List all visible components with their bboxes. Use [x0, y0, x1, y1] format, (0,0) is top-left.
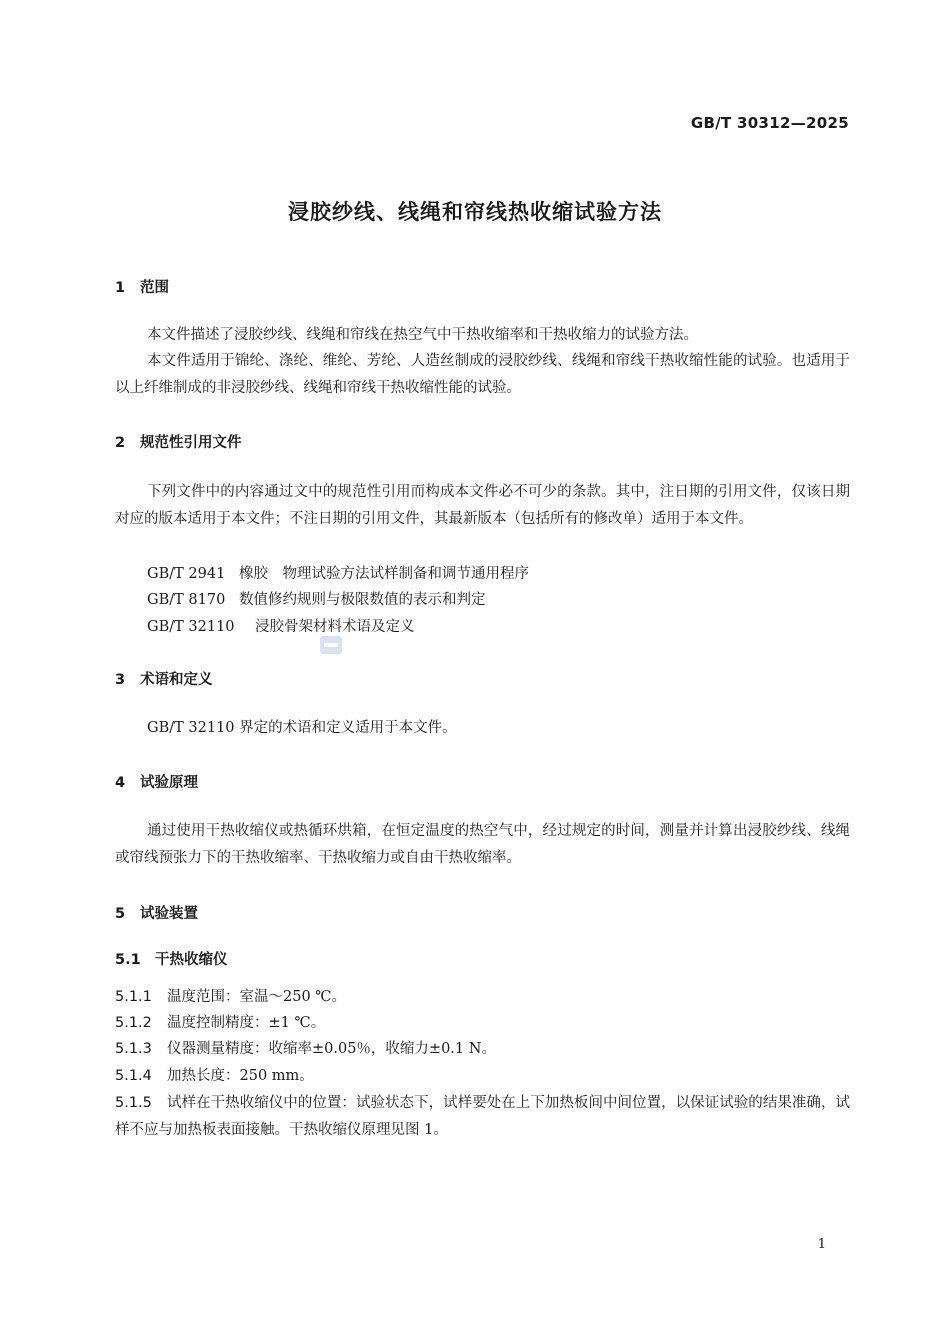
- section-4-paragraph-1: 通过使用干热收缩仪或热循环烘箱，在恒定温度的热空气中，经过规定的时间，测量并计算出浸胶纱线、线绳或帘线预张力下的干热收缩率、干热收缩力或自由干热收缩率。: [115, 823, 850, 866]
- clause: [115, 1090, 850, 1143]
- section-4-heading: [115, 771, 198, 792]
- clause: [115, 984, 850, 1011]
- subsection-number: 5.1: [115, 952, 141, 968]
- clause-text: 温度控制精度：±1 ℃。: [167, 1015, 326, 1031]
- clause: [115, 1036, 850, 1063]
- subsection-5-1-heading: [115, 948, 228, 969]
- watermark-logo: [320, 636, 342, 654]
- reference-code: GB/T 32110: [147, 619, 235, 635]
- clause-number: 5.1.1: [115, 989, 152, 1005]
- clause-text: 仪器测量精度：收缩率±0.05％，收缩力±0.1 N。: [167, 1041, 496, 1057]
- clause-text: 加热长度：250 mm。: [167, 1068, 314, 1084]
- reference-title: 橡胶 物理试验方法试样制备和调节通用程序: [239, 566, 529, 582]
- section-5-heading: [115, 902, 198, 923]
- clause-number: 5.1.5: [115, 1095, 152, 1111]
- section-1-paragraph-1: 本文件描述了浸胶纱线、线绳和帘线在热空气中干热收缩率和干热收缩力的试验方法。: [147, 327, 698, 343]
- section-number: 2: [115, 435, 126, 451]
- document-title: 浸胶纱线、线绳和帘线热收缩试验方法: [288, 200, 662, 224]
- standard-code: GB/T 30312—2025: [690, 114, 849, 132]
- clause-text: 温度范围：室温～250 ℃。: [167, 989, 347, 1005]
- section-title: 规范性引用文件: [140, 435, 242, 451]
- section-2-heading: [115, 431, 242, 452]
- section-3-paragraph-1: GB/T 32110 界定的术语和定义适用于本文件。: [147, 720, 457, 736]
- section-title: 术语和定义: [140, 672, 213, 688]
- reference-title: 浸胶骨架材料术语及定义: [255, 619, 415, 635]
- section-1-heading: [115, 276, 169, 297]
- section-number: 4: [115, 775, 126, 791]
- section-title: 试验原理: [140, 775, 198, 791]
- page-number: 1: [817, 1237, 826, 1252]
- section-3-heading: [115, 668, 213, 689]
- clause-number: 5.1.2: [115, 1015, 152, 1031]
- reference-item: [147, 562, 529, 583]
- reference-title: 数值修约规则与极限数值的表示和判定: [239, 592, 486, 608]
- reference-code: GB/T 8170: [147, 592, 226, 608]
- clause-number: 5.1.4: [115, 1068, 152, 1084]
- clause-number: 5.1.3: [115, 1041, 152, 1057]
- subsection-title: 干热收缩仪: [155, 952, 228, 968]
- reference-item: [147, 588, 486, 609]
- section-number: 3: [115, 672, 126, 688]
- clause-text: 试样在干热收缩仪中的位置：试验状态下，试样要处在上下加热板间中间位置，以保证试验的结果准确，试样不应与加热板表面接触。干热收缩仪原理见图 1。: [115, 1095, 850, 1138]
- reference-item: [147, 615, 415, 636]
- clause: [115, 1063, 850, 1090]
- section-title: 试验装置: [140, 906, 198, 922]
- section-title: 范围: [140, 280, 169, 296]
- section-2-paragraph-1: 下列文件中的内容通过文中的规范性引用而构成本文件必不可少的条款。其中，注日期的引用文件，仅该日期对应的版本适用于本文件；不注日期的引用文件，其最新版本（包括所有的修改单）适用于本文件。: [115, 484, 850, 527]
- section-number: 5: [115, 906, 126, 922]
- clause: [115, 1010, 850, 1037]
- reference-code: GB/T 2941: [147, 566, 226, 582]
- section-1-paragraph-2: 本文件适用于锦纶、涤纶、维纶、芳纶、人造丝制成的浸胶纱线、线绳和帘线干热收缩性能的试验。也适用于以上纤维制成的非浸胶纱线、线绳和帘线干热收缩性能的试验。: [115, 353, 850, 396]
- section-number: 1: [115, 280, 126, 296]
